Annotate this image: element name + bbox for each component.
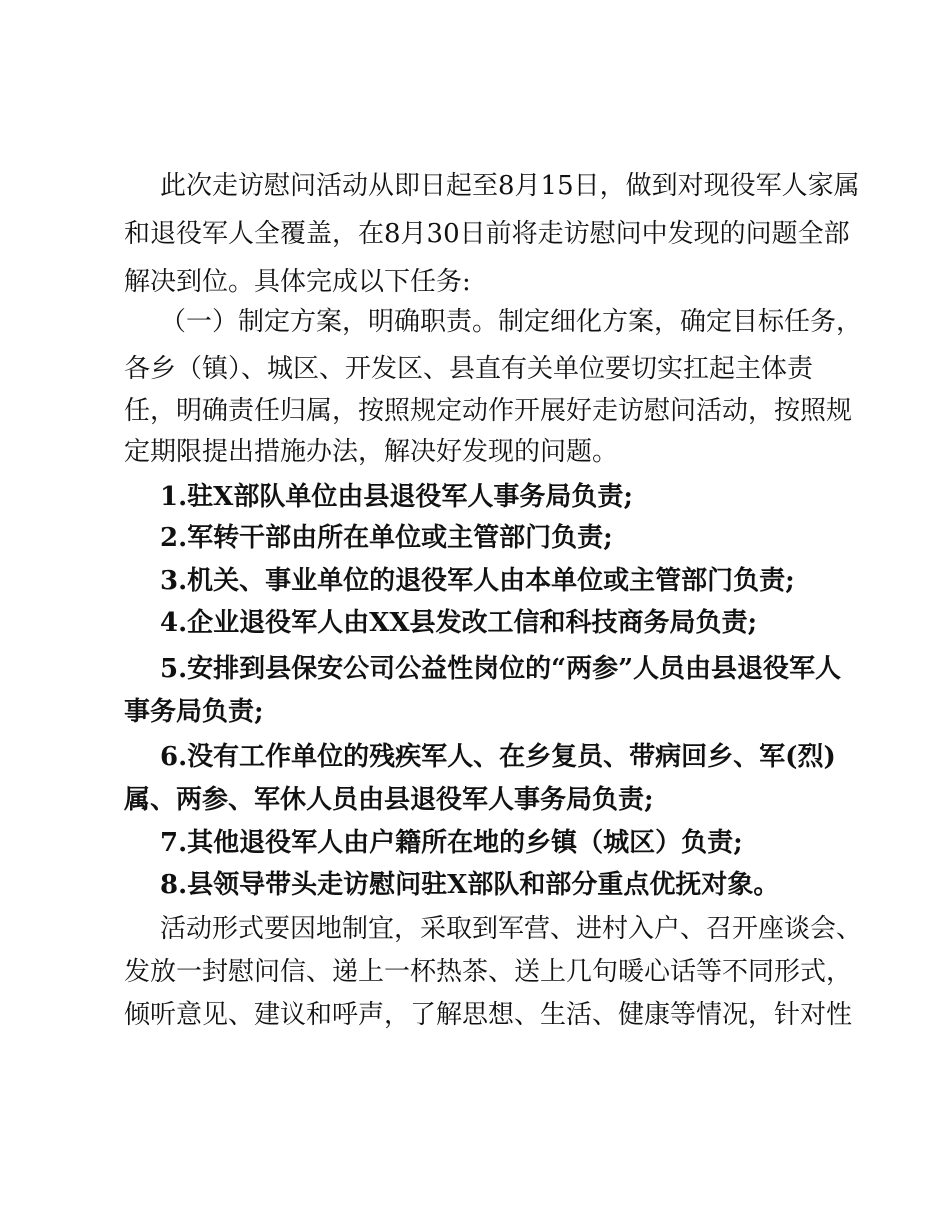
task-item-3: 3.机关、事业单位的退役军人由本单位或主管部门负责; <box>160 566 795 596</box>
task-item-7: 7.其他退役军人由户籍所在地的乡镇（城区）负责; <box>160 828 743 858</box>
task-item-1: 1.驻X部队单位由县退役军人事务局负责; <box>160 482 633 512</box>
paragraph-1-line-1: 此次走访慰问活动从即日起至8月15日，做到对现役军人家属 <box>160 171 860 201</box>
paragraph-3-line-1: 活动形式要因地制宜，采取到军营、进村入户、召开座谈会、 <box>160 914 863 944</box>
paragraph-1-line-3: 解决到位。具体完成以下任务: <box>124 267 471 297</box>
paragraph-2-line-4: 定期限提出措施办法，解决好发现的问题。 <box>124 437 619 467</box>
task-item-2: 2.军转干部由所在单位或主管部门负责; <box>160 523 613 553</box>
task-item-5-line-2: 事务局负责; <box>124 697 264 727</box>
task-item-6-line-2: 属、两参、军休人员由县退役军人事务局负责; <box>124 785 654 815</box>
task-item-4: 4.企业退役军人由XX县发改工信和科技商务局负责; <box>160 608 758 638</box>
task-item-5-line-1: 5.安排到县保安公司公益性岗位的“两参”人员由县退役军人 <box>160 654 842 684</box>
paragraph-2-line-3: 任，明确责任归属，按照规定动作开展好走访慰问活动，按照规 <box>124 396 853 426</box>
paragraph-3-line-3: 倾听意见、建议和呼声，了解思想、生活、健康等情况，针对性 <box>124 1000 853 1030</box>
paragraph-2-line-2: 各乡（镇）、城区、开发区、县直有关单位要切实扛起主体责 <box>124 354 814 384</box>
task-item-8: 8.县领导带头走访慰问驻X部队和部分重点优抚对象。 <box>160 870 780 900</box>
paragraph-2-line-1: （一）制定方案，明确职责。制定细化方案，确定目标任务， <box>160 307 863 337</box>
paragraph-3-line-2: 发放一封慰问信、递上一杯热茶、送上几句暖心话等不同形式， <box>124 957 853 987</box>
task-item-6-line-1: 6.没有工作单位的残疾军人、在乡复员、带病回乡、军(烈) <box>160 742 836 772</box>
paragraph-1-line-2: 和退役军人全覆盖，在8月30日前将走访慰问中发现的问题全部 <box>124 219 850 249</box>
